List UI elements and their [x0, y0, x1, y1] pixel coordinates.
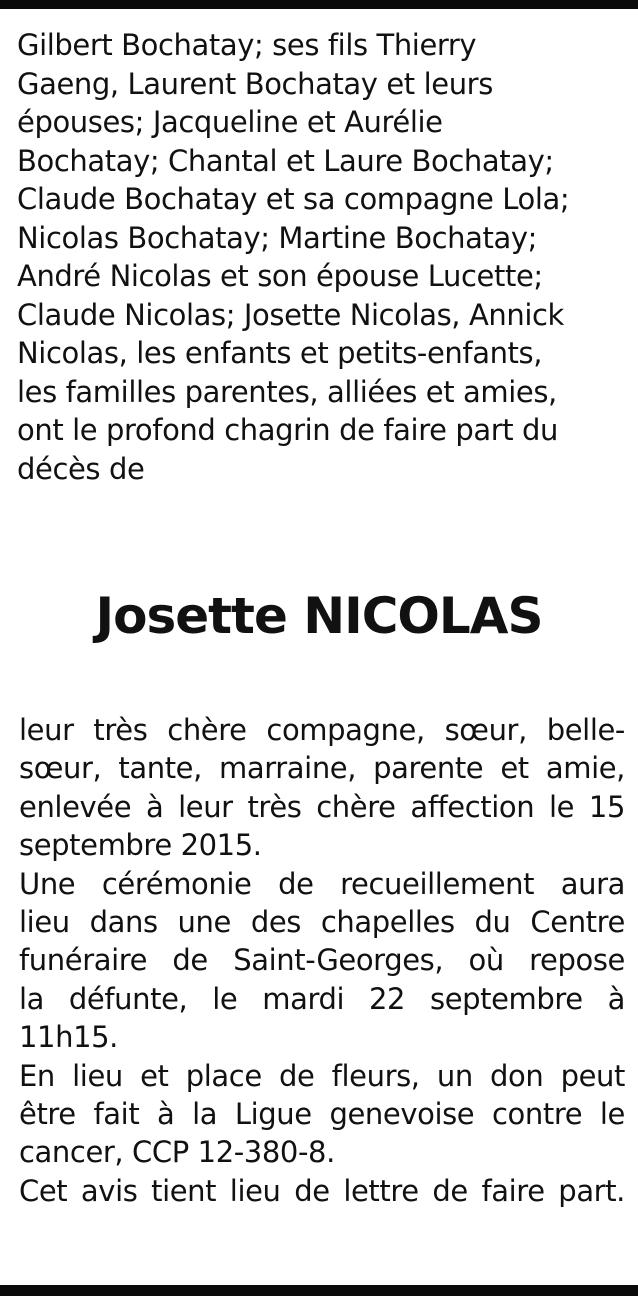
- donation-paragraph: [19, 1057, 625, 1172]
- deceased-name-heading: Josette NICOLAS: [95, 587, 543, 645]
- paragraph-line: lieu dans une des chapelles du Centre: [19, 905, 625, 940]
- paragraph-line: être fait à la Ligue genevoise contre le: [19, 1097, 625, 1132]
- paragraph-line: la défunte, le mardi 22 septembre à: [19, 981, 625, 1016]
- intro-line: Claude Bochatay et sa compagne Lola;: [17, 182, 570, 216]
- bottom-border-rule: [0, 1285, 638, 1296]
- tribute-paragraph: [19, 711, 625, 865]
- intro-line: Nicolas, les enfants et petits-enfants,: [17, 336, 543, 370]
- paragraph-line: leur très chère compagne, sœur, belle-: [19, 713, 625, 747]
- intro-line: Bochatay; Chantal et Laure Bochatay;: [17, 143, 554, 178]
- intro-line: Gilbert Bochatay; ses fils Thierry: [17, 28, 477, 62]
- family-announcement-text: [17, 26, 633, 488]
- intro-line: décès de: [17, 451, 145, 486]
- intro-line: Claude Nicolas; Josette Nicolas, Annick: [17, 297, 564, 332]
- intro-line: André Nicolas et son épouse Lucette;: [17, 259, 543, 293]
- paragraph-line: Cet avis tient lieu de lettre de faire part.: [19, 1173, 625, 1208]
- intro-line: Nicolas Bochatay; Martine Bochatay;: [17, 220, 538, 255]
- paragraph-line: cancer, CCP 12-380-8.: [19, 1135, 335, 1170]
- intro-line: ont le profond chagrin de faire part du: [17, 413, 559, 447]
- intro-line: Gaeng, Laurent Bochatay et leurs: [17, 66, 493, 101]
- paragraph-line: Une cérémonie de recueillement aura: [19, 866, 625, 901]
- paragraph-line: enlevée à leur très chère affection le 15: [19, 789, 625, 824]
- top-border-rule: [0, 0, 638, 9]
- intro-line: les familles parentes, alliées et amies,: [17, 374, 557, 409]
- paragraph-line: funéraire de Saint-Georges, où repose: [19, 943, 625, 978]
- paragraph-line: En lieu et place de fleurs, un don peut: [19, 1058, 625, 1093]
- paragraph-line: septembre 2015.: [19, 828, 262, 863]
- paragraph-line: sœur, tante, marraine, parente et amie,: [19, 751, 625, 786]
- paragraph-line: 11h15.: [19, 1020, 119, 1055]
- intro-line: épouses; Jacqueline et Aurélie: [17, 105, 443, 139]
- obituary-details-text: [19, 711, 625, 1210]
- notice-paragraph: [19, 1172, 625, 1210]
- ceremony-paragraph: [19, 865, 625, 1057]
